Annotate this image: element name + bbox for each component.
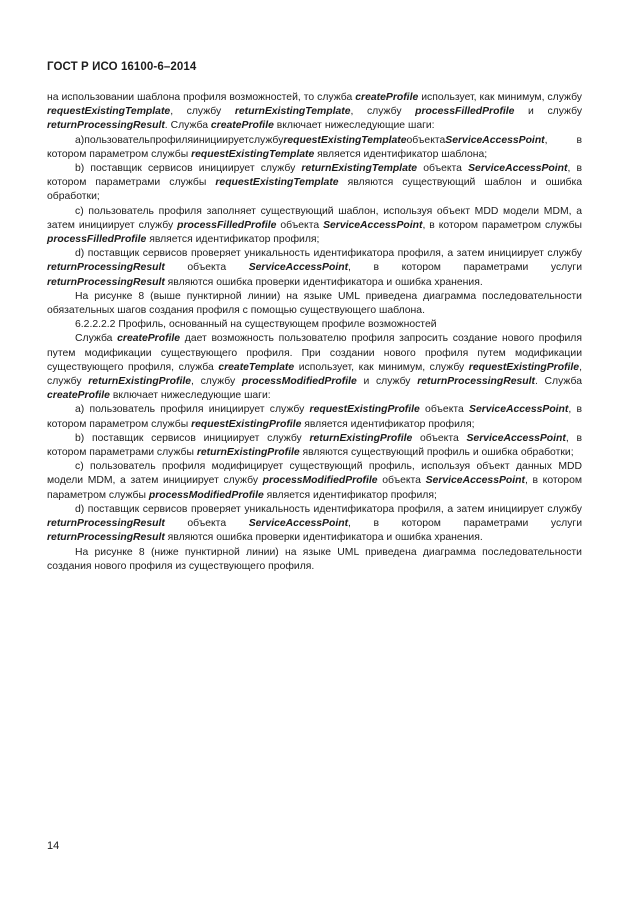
service-name: requestExistingProfile — [191, 418, 302, 430]
service-name: returnExistingProfile — [88, 376, 192, 388]
section-heading: 6.2.2.2.2 Профиль, основанный на существующем профиле возможностей — [75, 319, 437, 331]
service-name: returnExistingProfile — [196, 447, 300, 459]
service-name: requestExistingTemplate — [191, 148, 315, 160]
document-body — [47, 91, 582, 574]
paragraph: На рисунке 8 (ниже пунктирной линии) на языке UML приведена диаграмма последовательности создания нового профиля из существующего профиля. — [47, 546, 582, 572]
service-name: returnExistingProfile — [309, 432, 413, 444]
service-name: createProfile — [210, 120, 274, 132]
service-name: returnExistingTemplate — [301, 163, 418, 175]
page-number: 14 — [47, 840, 60, 852]
document-header: ГОСТ Р ИСО 16100-6–2014 — [47, 61, 197, 73]
service-name: returnProcessingResult — [47, 120, 165, 132]
service-name: requestExistingProfile — [468, 361, 580, 373]
service-name: ServiceAccessPoint — [248, 262, 349, 274]
service-name: ServiceAccessPoint — [323, 219, 423, 231]
service-name: returnExistingTemplate — [234, 106, 351, 118]
list-item-a: a)пользовательпрофиляинициируетслужбуrequestExistingTemplateобъектаServiceAccessPoint, в котором параметром службы requestExistingTemplate является идентификатор шаблона; — [47, 134, 582, 160]
list-item-a: a) пользователь профиля инициирует службу requestExistingProfile объекта ServiceAccessPoint, в котором параметром службы requestExistingProfile является идентификатор профиля; — [47, 404, 582, 430]
paragraph: На рисунке 8 (выше пунктирной линии) на языке UML приведена диаграмма последовательности обязательных шагов создания профиля с помощью существующего шаблона. — [47, 290, 582, 317]
service-name: ServiceAccessPoint — [445, 134, 545, 146]
service-name: ServiceAccessPoint — [466, 432, 566, 444]
service-name: processModifiedProfile — [262, 475, 378, 487]
list-item-c: c) пользователь профиля заполняет существующий шаблон, используя объект MDD модели MDM, а затем инициирует службу processFilledProfile объекта ServiceAccessPoint, в котором параметром службы processFilledProfile является идентификатор профиля; — [47, 205, 583, 246]
service-name: returnProcessingResult — [417, 376, 535, 388]
paragraph: Служба createProfile дает возможность пользователю профиля запросить создание нового профиля путем модификации существующего профиля. При создании нового профиля путем модификации существующего профиля, служба createTemplate использует, как минимум, службу requestExistingProfile, службу returnExistingProfile, службу processModifiedProfile и службу returnProcessingResult. Служба createProfile включает нижеследующие шаги: — [47, 333, 582, 402]
paragraph: на использовании шаблона профиля возможностей, то служба createProfile использует, как минимум, службу requestExistingTemplate, службу returnExistingTemplate, службу processFilledProfile и службу returnProcessingResult. Служба createProfile включает нижеследующие шаги: — [47, 92, 583, 132]
service-name: createProfile — [47, 390, 110, 402]
service-name: ServiceAccessPoint — [425, 475, 525, 487]
service-name: processFilledProfile — [415, 106, 515, 118]
service-name: requestExistingProfile — [309, 404, 420, 416]
service-name: requestExistingTemplate — [47, 106, 171, 118]
list-item-c: c) пользователь профиля модифицирует существующий профиль, используя объект данных MDD модели MDM, а затем инициирует службу processModifiedProfile объекта ServiceAccessPoint, в котором параметром службы processModifiedProfile является идентификатор профиля; — [47, 461, 582, 501]
service-name: processModifiedProfile — [241, 376, 357, 388]
service-name: returnProcessingResult — [47, 262, 165, 274]
service-name: requestExistingTemplate — [215, 177, 339, 189]
service-name: ServiceAccessPoint — [248, 518, 349, 530]
service-name: ServiceAccessPoint — [469, 404, 569, 416]
service-name: requestExistingTemplate — [283, 134, 407, 146]
service-name: createProfile — [355, 92, 419, 103]
list-item-d: d) поставщик сервисов проверяет уникальность идентификатора профиля, а затем инициирует службу returnProcessingResult объекта ServiceAccessPoint, в котором параметрами услуги returnProcessingResult являются ошибка проверки идентификатора и ошибка хранения. — [47, 248, 582, 288]
list-item-d: d) поставщик сервисов проверяет уникальность идентификатора профиля, а затем инициирует службу returnProcessingResult объекта ServiceAccessPoint, в котором параметрами услуги returnProcessingResult являются ошибка проверки идентификатора и ошибка хранения. — [47, 503, 582, 544]
service-name: processModifiedProfile — [148, 489, 264, 501]
service-name: returnProcessingResult — [47, 518, 165, 530]
service-name: createTemplate — [218, 361, 295, 373]
service-name: returnProcessingResult — [47, 532, 165, 544]
service-name: processFilledProfile — [47, 234, 147, 246]
service-name: ServiceAccessPoint — [468, 163, 568, 175]
service-name: returnProcessingResult — [47, 276, 165, 288]
service-name: processFilledProfile — [177, 219, 277, 231]
list-item-b: b) поставщик сервисов инициирует службу returnExistingTemplate объекта ServiceAccessPoint, в котором параметрами службы requestExistingTemplate являются существующий шаблон и ошибка обработки; — [47, 163, 583, 203]
list-item-b: b) поставщик сервисов инициирует службу returnExistingProfile объекта ServiceAccessPoint, в котором параметрами службы returnExistingProfile являются существующий профиль и ошибка обработки; — [47, 432, 583, 459]
service-name: createProfile — [117, 333, 181, 345]
